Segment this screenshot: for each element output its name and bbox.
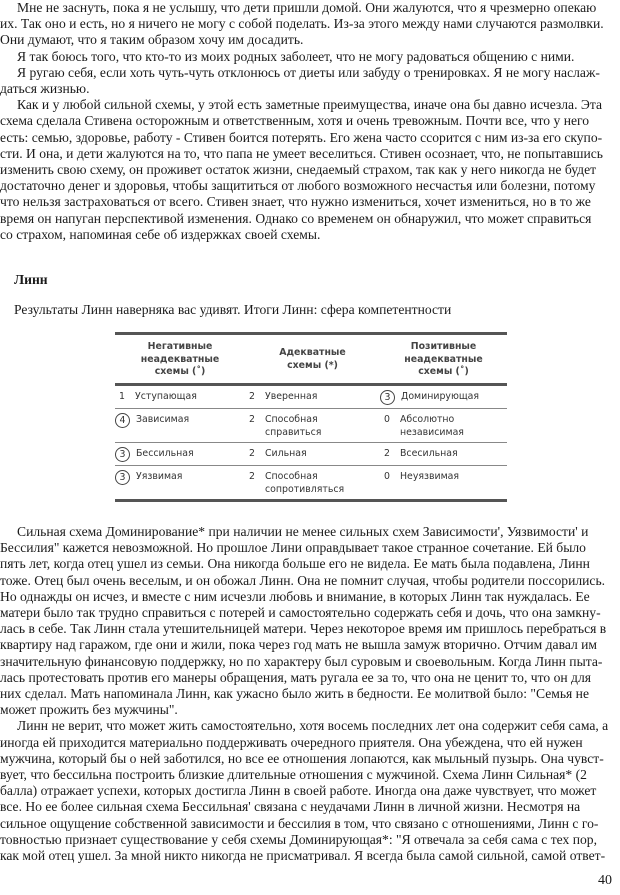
schema-label <box>265 470 344 496</box>
text-line: Сильная схема Доминирование* при наличии не менее сильных схем Зависимости', Уязвимости' и <box>17 524 589 539</box>
table-cell <box>380 470 507 483</box>
schema-label-line: Зависимая <box>136 413 190 425</box>
header-line: Адекватные <box>279 347 346 358</box>
text-line: пять лет, когда отец ушел из семьи. Она никогда больше его не видела. Ее мать была подавлена, Линн <box>0 556 590 572</box>
paragraph <box>0 97 612 243</box>
text-line: их. Так оно и есть, но я ничего не могу с собой поделать. Из-за этого между нами случаются размолвки. <box>0 16 604 32</box>
header-line: Позитивные <box>410 341 477 352</box>
text-line: Как и у любой сильной схемы, у этой есть заметные преимущества, иначе она бы давно исчезла. Эта <box>17 97 602 113</box>
table-row <box>115 443 507 465</box>
text-line: время он напуган перспективой изменения. Однако со временем он обнаружил, что может справиться <box>0 210 592 226</box>
score: 0 <box>384 413 390 425</box>
table-row <box>115 466 507 499</box>
schema-label <box>136 413 189 426</box>
circled-score: 4 <box>115 413 130 428</box>
text-line: что нельзя застраховаться от всего. Стивен знает, что нужно измениться, хочет измениться, но в то же <box>0 194 591 210</box>
paragraph <box>0 524 612 718</box>
text-line: схема сделала Стивена осторожным и ответственным, хотя и очень тревожным. Почти все, что у него <box>0 113 590 129</box>
text-line: них сделал. Мать напоминала Линн, как ужасно было жить в бедности. Ее молитвой было: "Семья не <box>0 686 589 702</box>
paragraph <box>0 718 612 864</box>
schema-label-line: Всесильная <box>400 447 458 459</box>
header-line: неадекватные <box>140 353 220 365</box>
table-cell <box>245 390 380 403</box>
table-header <box>115 335 507 383</box>
text-line: сильное ощущение собственной зависимости и бессилия в том, что связано с отношениями, Линн с го- <box>0 815 599 831</box>
table-row <box>115 386 507 408</box>
table-cell <box>115 470 245 485</box>
schema-label-line: Доминирующая <box>401 390 480 402</box>
schema-label <box>265 390 317 403</box>
text-line: все. Но ее более сильная схема Бессильная' связана с неудачами Линн в личной жизни. Несмотря на <box>0 799 581 815</box>
text-line: Я так боюсь того, что кто-то из моих родных заболеет, что не могу радоваться общению с ними. <box>17 48 575 64</box>
schema-label-line: Бессильная <box>136 447 194 459</box>
text-line: Мне не заснуть, пока я не услышу, что дети пришли домой. Они жалуются, что я чрезмерно опекаю <box>17 0 597 15</box>
score: 2 <box>249 413 255 425</box>
score: 2 <box>249 390 255 402</box>
schema-label-line: Способная <box>265 413 318 425</box>
text-line: товностью признает существование у себя схемы Доминирующая*: "Я отвечала за себя сама с тех пор, <box>0 831 597 847</box>
score: 0 <box>384 470 390 482</box>
text-line: иногда ей приходится материально поддерживать очередного приятеля. Она убеждена, что ей нужен <box>0 734 583 750</box>
score: 2 <box>384 447 390 459</box>
header-line: неадекватные <box>404 353 483 365</box>
header-negative <box>115 341 245 379</box>
paragraph <box>0 0 612 49</box>
text-line: мужчина, который бы о ней заботился, но все ее отношения лопаются, как мыльный пузырь. Она чувст- <box>0 750 604 766</box>
schema-label-line: Неуязвимая <box>400 470 460 482</box>
schema-label-line: Сильная <box>265 447 307 459</box>
table-cell <box>245 447 380 460</box>
text-line: Линн не верит, что может жить самостоятельно, хотя восемь последних лет она содержит себя сама, а <box>17 718 609 734</box>
text-line: квартиру над гаражом, где они и жили, пока через год мать не вышла замуж вторично. Отчим давал им <box>0 637 598 653</box>
table-cell <box>115 413 245 428</box>
schema-label <box>136 447 194 460</box>
schema-label <box>400 413 464 439</box>
schema-scores-table <box>115 332 507 502</box>
schema-label-line: Уступающая <box>135 390 197 402</box>
header-line: схемы (*) <box>287 359 338 371</box>
schema-label-line: Абсолютно <box>400 413 455 425</box>
text-line: лась протестовать против его манеры обращения, мать ругала ее за то, что она не ценит то, что он для <box>0 669 591 685</box>
text-line: как мой отец ушел. За мной никто никогда не присматривал. Я всегда была самой сильной, самой ответ- <box>0 848 606 864</box>
text-line: Бессилия" кажется невозможной. Но прошлое Лини оправдывает такое странное сочетание. Ей было <box>0 540 586 556</box>
score: 1 <box>119 390 125 402</box>
table-caption: Результаты Линн наверняка вас удивят. Итоги Линн: сфера компетентности <box>14 302 452 317</box>
table-cell <box>245 470 380 496</box>
page-number: 40 <box>598 873 612 888</box>
text-line: Они думают, что я таким образом хочу им досадить. <box>0 32 304 48</box>
schema-label <box>265 447 307 460</box>
schema-label <box>400 470 459 483</box>
section-heading: Линн <box>14 272 48 287</box>
table-cell <box>380 447 507 460</box>
schema-label-line: Уверенная <box>265 390 318 402</box>
text-line: может прожить без мужчины". <box>0 702 178 718</box>
schema-label-line: сопротивляться <box>265 483 345 495</box>
text-line: лась в себе. Так Линн стала утешительницей матери. Через некоторое время им пришлось перебраться в <box>0 621 607 637</box>
schema-label <box>401 390 479 403</box>
header-adequate <box>245 341 380 379</box>
schema-label <box>265 413 321 439</box>
text-line: со страхом, напоминая себе об издержках своей схемы. <box>0 226 321 242</box>
circled-score: 3 <box>115 470 130 485</box>
text-line: сти. И она, и дети жалуются на то, что папа не умеет веселиться. Стивен осознает, что, не попытавшись <box>0 145 603 161</box>
table-cell <box>115 390 245 403</box>
text-line: Я ругаю себя, если хоть чуть-чуть отклонюсь от диеты или забуду о тренировках. Я не могу наслаж- <box>17 64 600 80</box>
score: 2 <box>249 447 255 459</box>
table-cell <box>380 390 507 405</box>
text-line: матери было так трудно справиться с потерей и самостоятельно содержать себя и дочь, что она замкну- <box>0 605 601 621</box>
circled-score: 3 <box>380 390 395 405</box>
schema-label-line: справиться <box>265 426 322 438</box>
table-row <box>115 409 507 442</box>
schema-label-line: Уязвимая <box>136 470 183 482</box>
schema-label-line: независимая <box>400 426 464 438</box>
text-line: достаточно денег и здоровья, чтобы защититься от любого возможного несчастья или болезни, потому <box>0 178 596 194</box>
schema-label <box>400 447 458 460</box>
header-line: схемы (˚) <box>154 366 206 377</box>
circled-score: 3 <box>115 447 130 462</box>
schema-label <box>135 390 197 403</box>
text-line: даться жизнью. <box>0 81 90 96</box>
table-cell <box>380 413 507 439</box>
schema-label-line: Способная <box>265 470 318 482</box>
header-positive <box>380 341 507 379</box>
header-line: схемы (˚) <box>418 366 469 377</box>
text-line: изменить свою схему, он проживет остаток жизни, снедаемый страхом, так как у него никогда не будет <box>0 162 597 177</box>
paragraph <box>0 65 612 97</box>
text-line: вует, что бессильна построить близкие длительные отношения с мужчиной. Схема Линн Сильная* (2 <box>0 767 587 782</box>
table-cell <box>245 413 380 439</box>
text-line: балла) отражает успехи, которых достигла Линн в своей работе. Иногда она даже чувствует, что может <box>0 783 597 799</box>
text-line: Но однажды он исчез, и вместе с ним исчезли любовь и внимание, в которых Линн так нуждалась. Ее <box>0 588 590 604</box>
paragraph <box>0 49 612 65</box>
table-body <box>115 386 507 499</box>
text-line: значительную финансовую поддержку, но по характеру был суровым и своевольным. Когда Линн пыта- <box>0 653 603 669</box>
table-bottom-rule <box>115 499 507 502</box>
header-line: Негативные <box>147 341 213 352</box>
schema-label <box>136 470 182 483</box>
text-line: тоже. Отец был очень веселым, и он обожал Линн. Она не помнит случая, чтобы родители поссорились. <box>0 572 606 588</box>
score: 2 <box>249 470 255 482</box>
table-cell <box>115 447 245 462</box>
text-line: есть: семью, здоровье, работу - Стивен боится потерять. Его жена часто ссорится с ним из-за его скупо- <box>0 129 603 145</box>
